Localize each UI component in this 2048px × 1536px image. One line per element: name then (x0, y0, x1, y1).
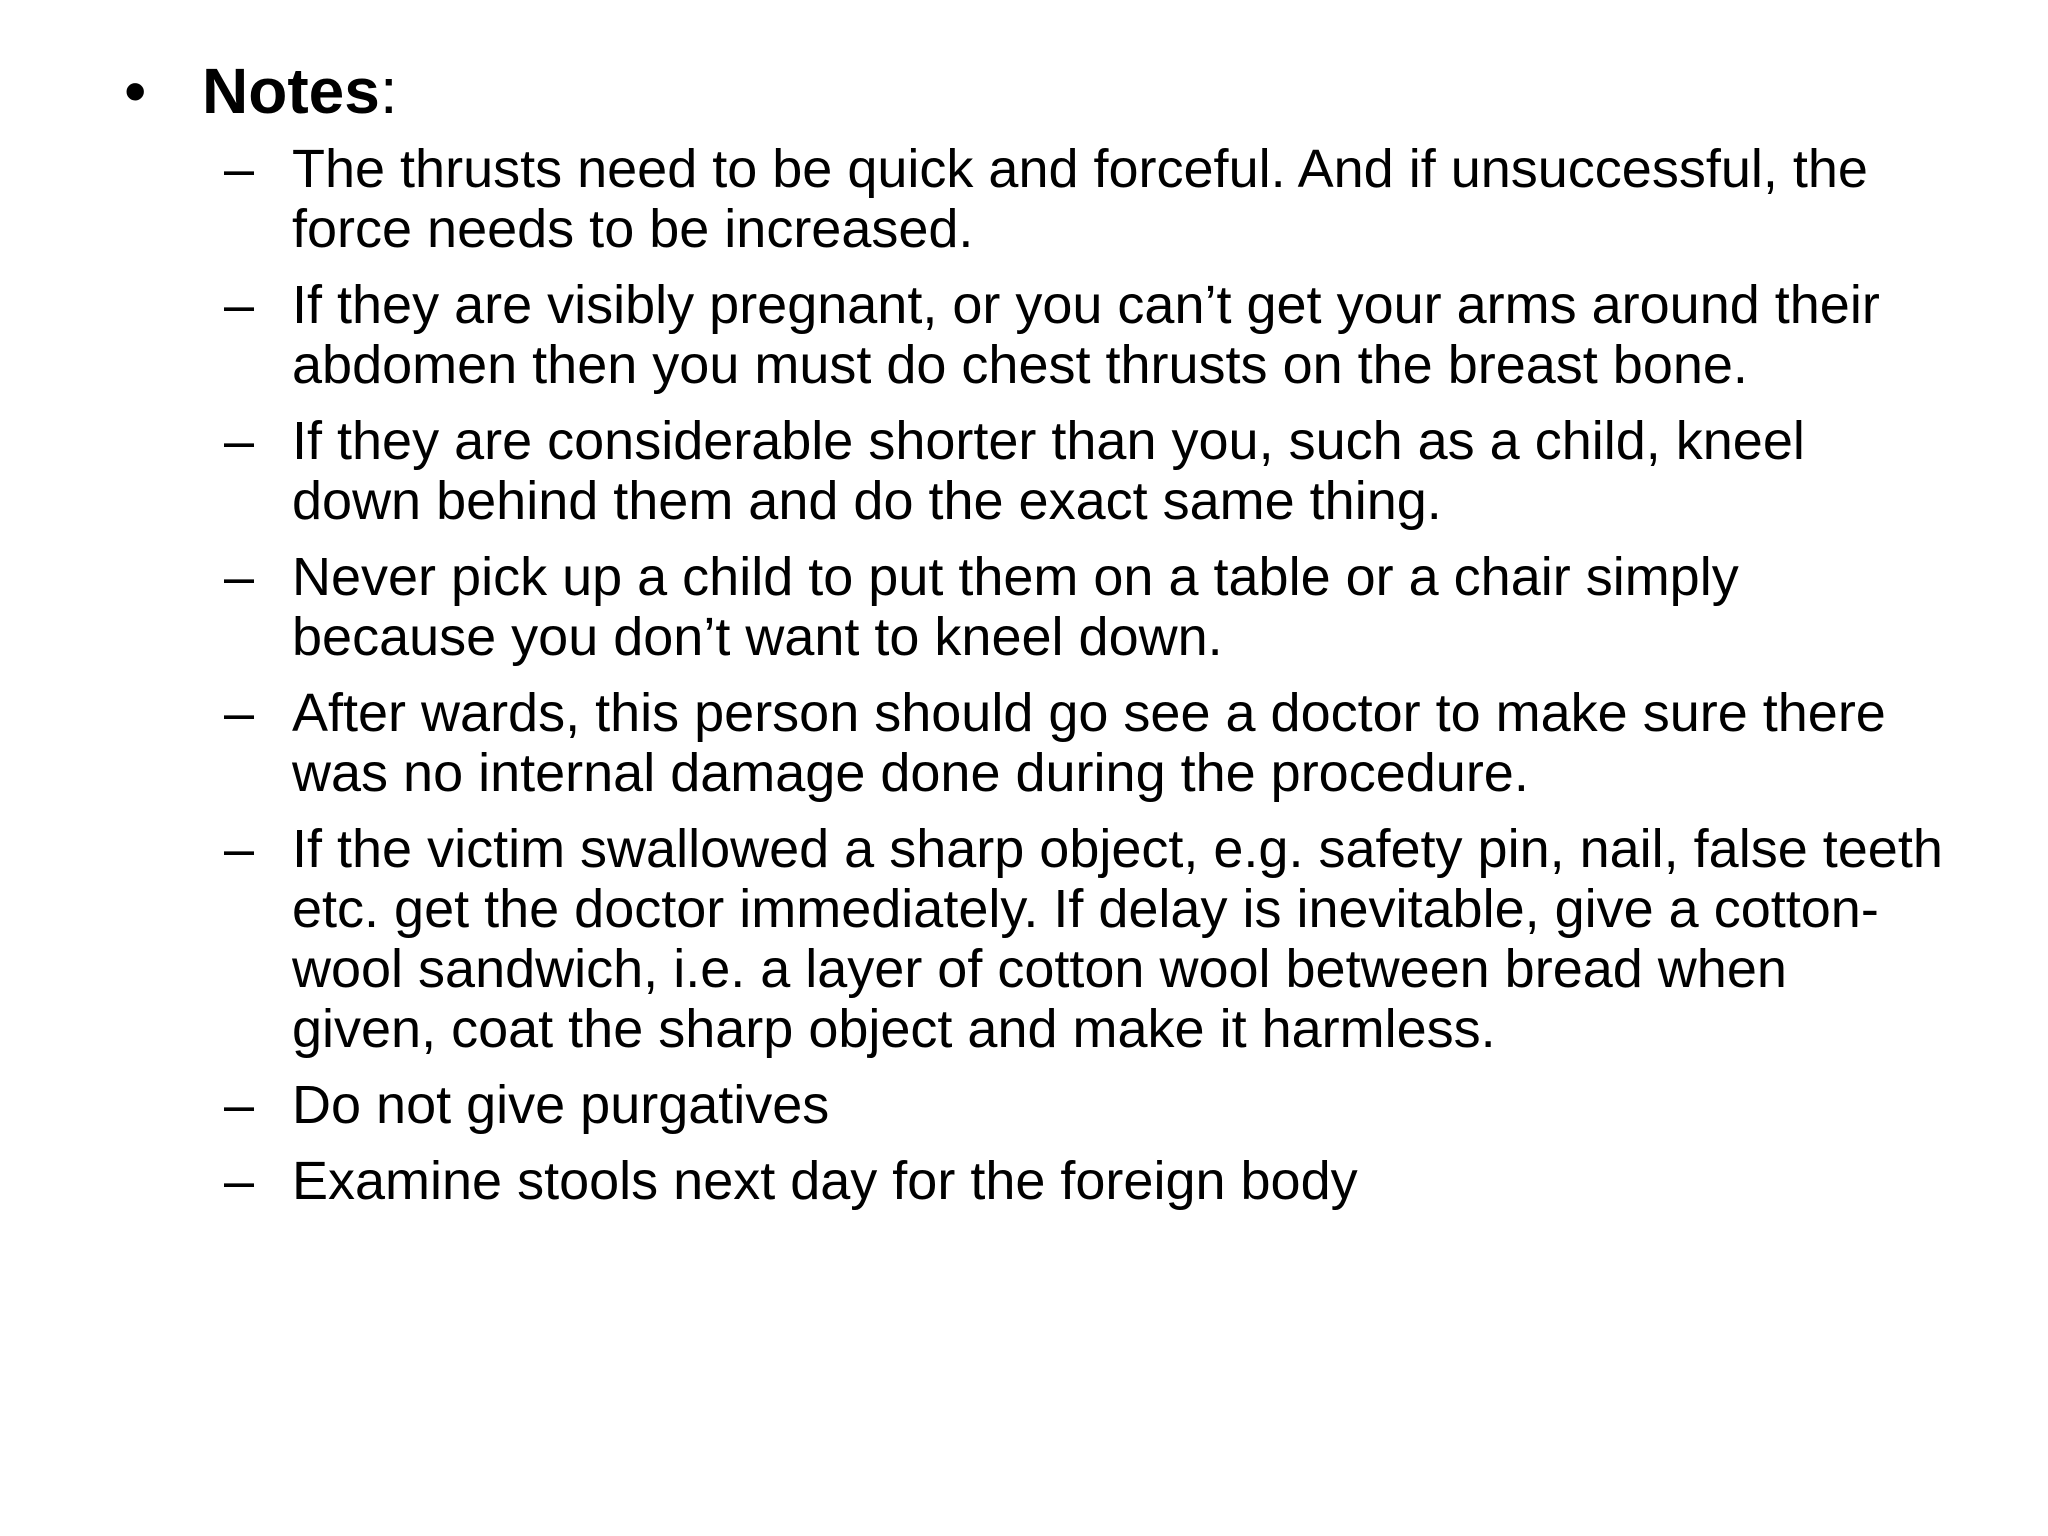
list-item-text: Examine stools next day for the foreign body (292, 1151, 1358, 1211)
list-item (224, 1075, 1944, 1135)
dash-marker: – (224, 547, 255, 607)
notes-list (224, 139, 1944, 1227)
list-item-text: Never pick up a child to put them on a table or a chair simply because you don’t want to kneel down. (292, 547, 1739, 667)
list-item (224, 139, 1944, 259)
dash-marker: – (224, 1075, 255, 1135)
dash-marker: – (224, 819, 255, 879)
list-item-text: If the victim swallowed a sharp object, e.g. safety pin, nail, false teeth etc. get the doctor immediately. If delay is inevitable, give a cotton- wool sandwich, i.e. a layer of cotton wool between bread when given, coat the sharp object and make it harmless. (292, 819, 1943, 1059)
list-item-text: If they are considerable shorter than you, such as a child, kneel down behind them and do the exact same thing. (292, 411, 1805, 531)
notes-heading-colon: : (379, 55, 398, 127)
dash-marker: – (224, 411, 255, 471)
list-item (224, 819, 1944, 1059)
list-item (224, 683, 1944, 803)
list-item (224, 1151, 1944, 1211)
list-item (224, 275, 1944, 395)
list-item (224, 547, 1944, 667)
dash-marker: – (224, 139, 255, 199)
list-item-text: The thrusts need to be quick and forceful. And if unsuccessful, the force needs to be increased. (292, 139, 1868, 259)
dash-marker: – (224, 1151, 255, 1211)
dash-marker: – (224, 683, 255, 743)
list-item-text: If they are visibly pregnant, or you can’t get your arms around their abdomen then you must do chest thrusts on the breast bone. (292, 275, 1880, 395)
list-item (224, 411, 1944, 531)
notes-heading (202, 50, 398, 132)
notes-heading-title: Notes (202, 55, 380, 127)
dash-marker: – (224, 275, 255, 335)
list-item-text: After wards, this person should go see a doctor to make sure there was no internal damage done during the procedure. (292, 683, 1886, 803)
bullet-dot: • (124, 55, 147, 127)
list-item-text: Do not give purgatives (292, 1075, 830, 1135)
